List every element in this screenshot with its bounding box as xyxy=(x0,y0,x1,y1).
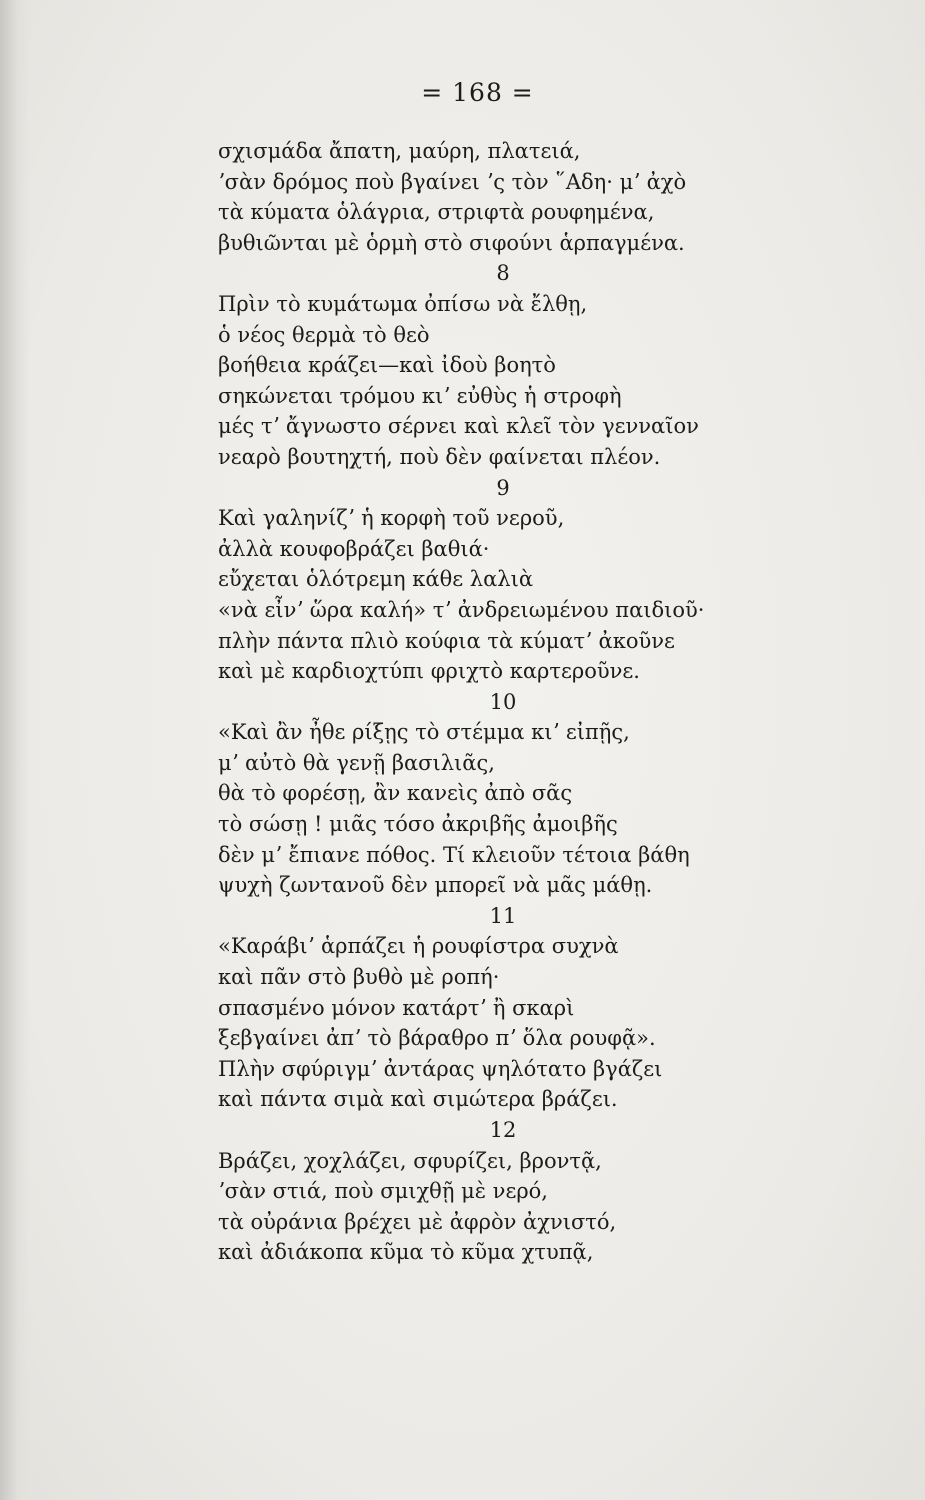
poem-line: καὶ μὲ καρδιοχτύπι φριχτὸ καρτεροῦνε. xyxy=(218,659,640,684)
poem-line: καὶ ἀδιάκοπα κῦμα τὸ κῦμα χτυπᾷ, xyxy=(218,1240,594,1265)
poem-line: τὰ οὐράνια βρέχει μὲ ἀφρὸν ἀχνιστό, xyxy=(218,1209,617,1234)
poem-line: σπασμένο μόνον κατάρτʼ ἢ σκαρὶ xyxy=(218,995,575,1020)
poem-line: πλὴν πάντα πλιὸ κούφια τὰ κύματʼ ἀκοῦνε xyxy=(218,628,675,653)
stanza-number: 8 xyxy=(496,261,510,286)
page-number: = 168 = xyxy=(421,78,534,107)
poem-line: ʼσὰν στιά, ποὺ σμιχθῇ μὲ νερό, xyxy=(218,1179,548,1204)
poem-line: μʼ αὐτὸ θὰ γενῇ βασιλιᾶς, xyxy=(218,750,495,775)
poem-line: ὁ νέος θερμὰ τὸ θεὸ xyxy=(218,322,430,347)
poem-line: θὰ τὸ φορέσῃ, ἂν κανεὶς ἀπὸ σᾶς xyxy=(218,781,573,806)
poem-line: δὲν μʼ ἔπιανε πόθος. Τί κλειοῦν τέτοια βάθη xyxy=(218,842,690,867)
binding-shadow xyxy=(0,0,30,1500)
poem-line: καὶ πᾶν στὸ βυθὸ μὲ ροπή· xyxy=(218,965,500,990)
poem-line: «Καὶ ἂν ἦθε ρίξῃς τὸ στέμμα κιʼ εἰπῇς, xyxy=(218,720,630,745)
stanza-number: 11 xyxy=(489,903,517,928)
poem-line: μές τʼ ἄγνωστο σέρνει καὶ κλεῖ τὸν γενναῖον xyxy=(218,414,699,439)
poem-line: Καὶ γαληνίζʼ ἡ κορφὴ τοῦ νεροῦ, xyxy=(218,506,565,531)
poem-line: νεαρὸ βουτηχτή, ποὺ δὲν φαίνεται πλέον. xyxy=(218,444,661,469)
poem-line: καὶ πάντα σιμὰ καὶ σιμώτερα βράζει. xyxy=(218,1087,618,1112)
poem-line: Πλὴν σφύριγμʼ ἀντάρας ψηλότατο βγάζει xyxy=(218,1056,663,1081)
stanza-number: 12 xyxy=(489,1118,517,1142)
poem-line: βοήθεια κράζει—καὶ ἰδοὺ βοητὸ xyxy=(218,353,556,378)
poem-line: τὰ κύματα ὁλάγρια, στριφτὰ ρουφημένα, xyxy=(218,200,655,225)
poem-line: τὸ σώσῃ ! μιᾶς τόσο ἀκριβῆς ἀμοιβῆς xyxy=(218,812,618,837)
poem-line: Πρὶν τὸ κυμάτωμα ὀπίσω νὰ ἔλθῃ, xyxy=(218,291,588,316)
poem-line: σχισμάδα ἄπατη, μαύρη, πλατειά, xyxy=(218,139,581,163)
poem-line: «Καράβιʼ ἁρπάζει ἡ ρουφίστρα συχνὰ xyxy=(218,934,619,959)
stanza-number: 10 xyxy=(489,689,517,714)
poem-text xyxy=(218,136,778,1268)
poem-line: Βράζει, χοχλάζει, σφυρίζει, βροντᾷ, xyxy=(218,1148,602,1173)
poem-line: βυθιῶνται μὲ ὁρμὴ στὸ σιφούνι ἁρπαγμένα. xyxy=(218,230,685,255)
poem-line: ψυχὴ ζωντανοῦ δὲν μπορεῖ νὰ μᾶς μάθῃ. xyxy=(218,873,653,898)
poem-line: ἀλλὰ κουφοβράζει βαθιά· xyxy=(218,536,490,561)
poem-line: «νὰ εἶνʼ ὥρα καλή» τʼ ἀνδρειωμένου παιδιοῦ· xyxy=(218,597,705,622)
stanza-number: 9 xyxy=(496,475,510,500)
poem-line: ξεβγαίνει ἀπʼ τὸ βάραθρο πʼ ὅλα ρουφᾷ». xyxy=(218,1026,656,1051)
poem-line: σηκώνεται τρόμου κιʼ εὐθὺς ἡ στροφὴ xyxy=(218,383,622,408)
poem-line: εὔχεται ὁλότρεμη κάθε λαλιὰ xyxy=(218,567,534,592)
poem-line: ʼσὰν δρόμος ποὺ βγαίνει ʼς τὸν ῞Αδη· μʼ ἀχὸ xyxy=(218,169,687,194)
